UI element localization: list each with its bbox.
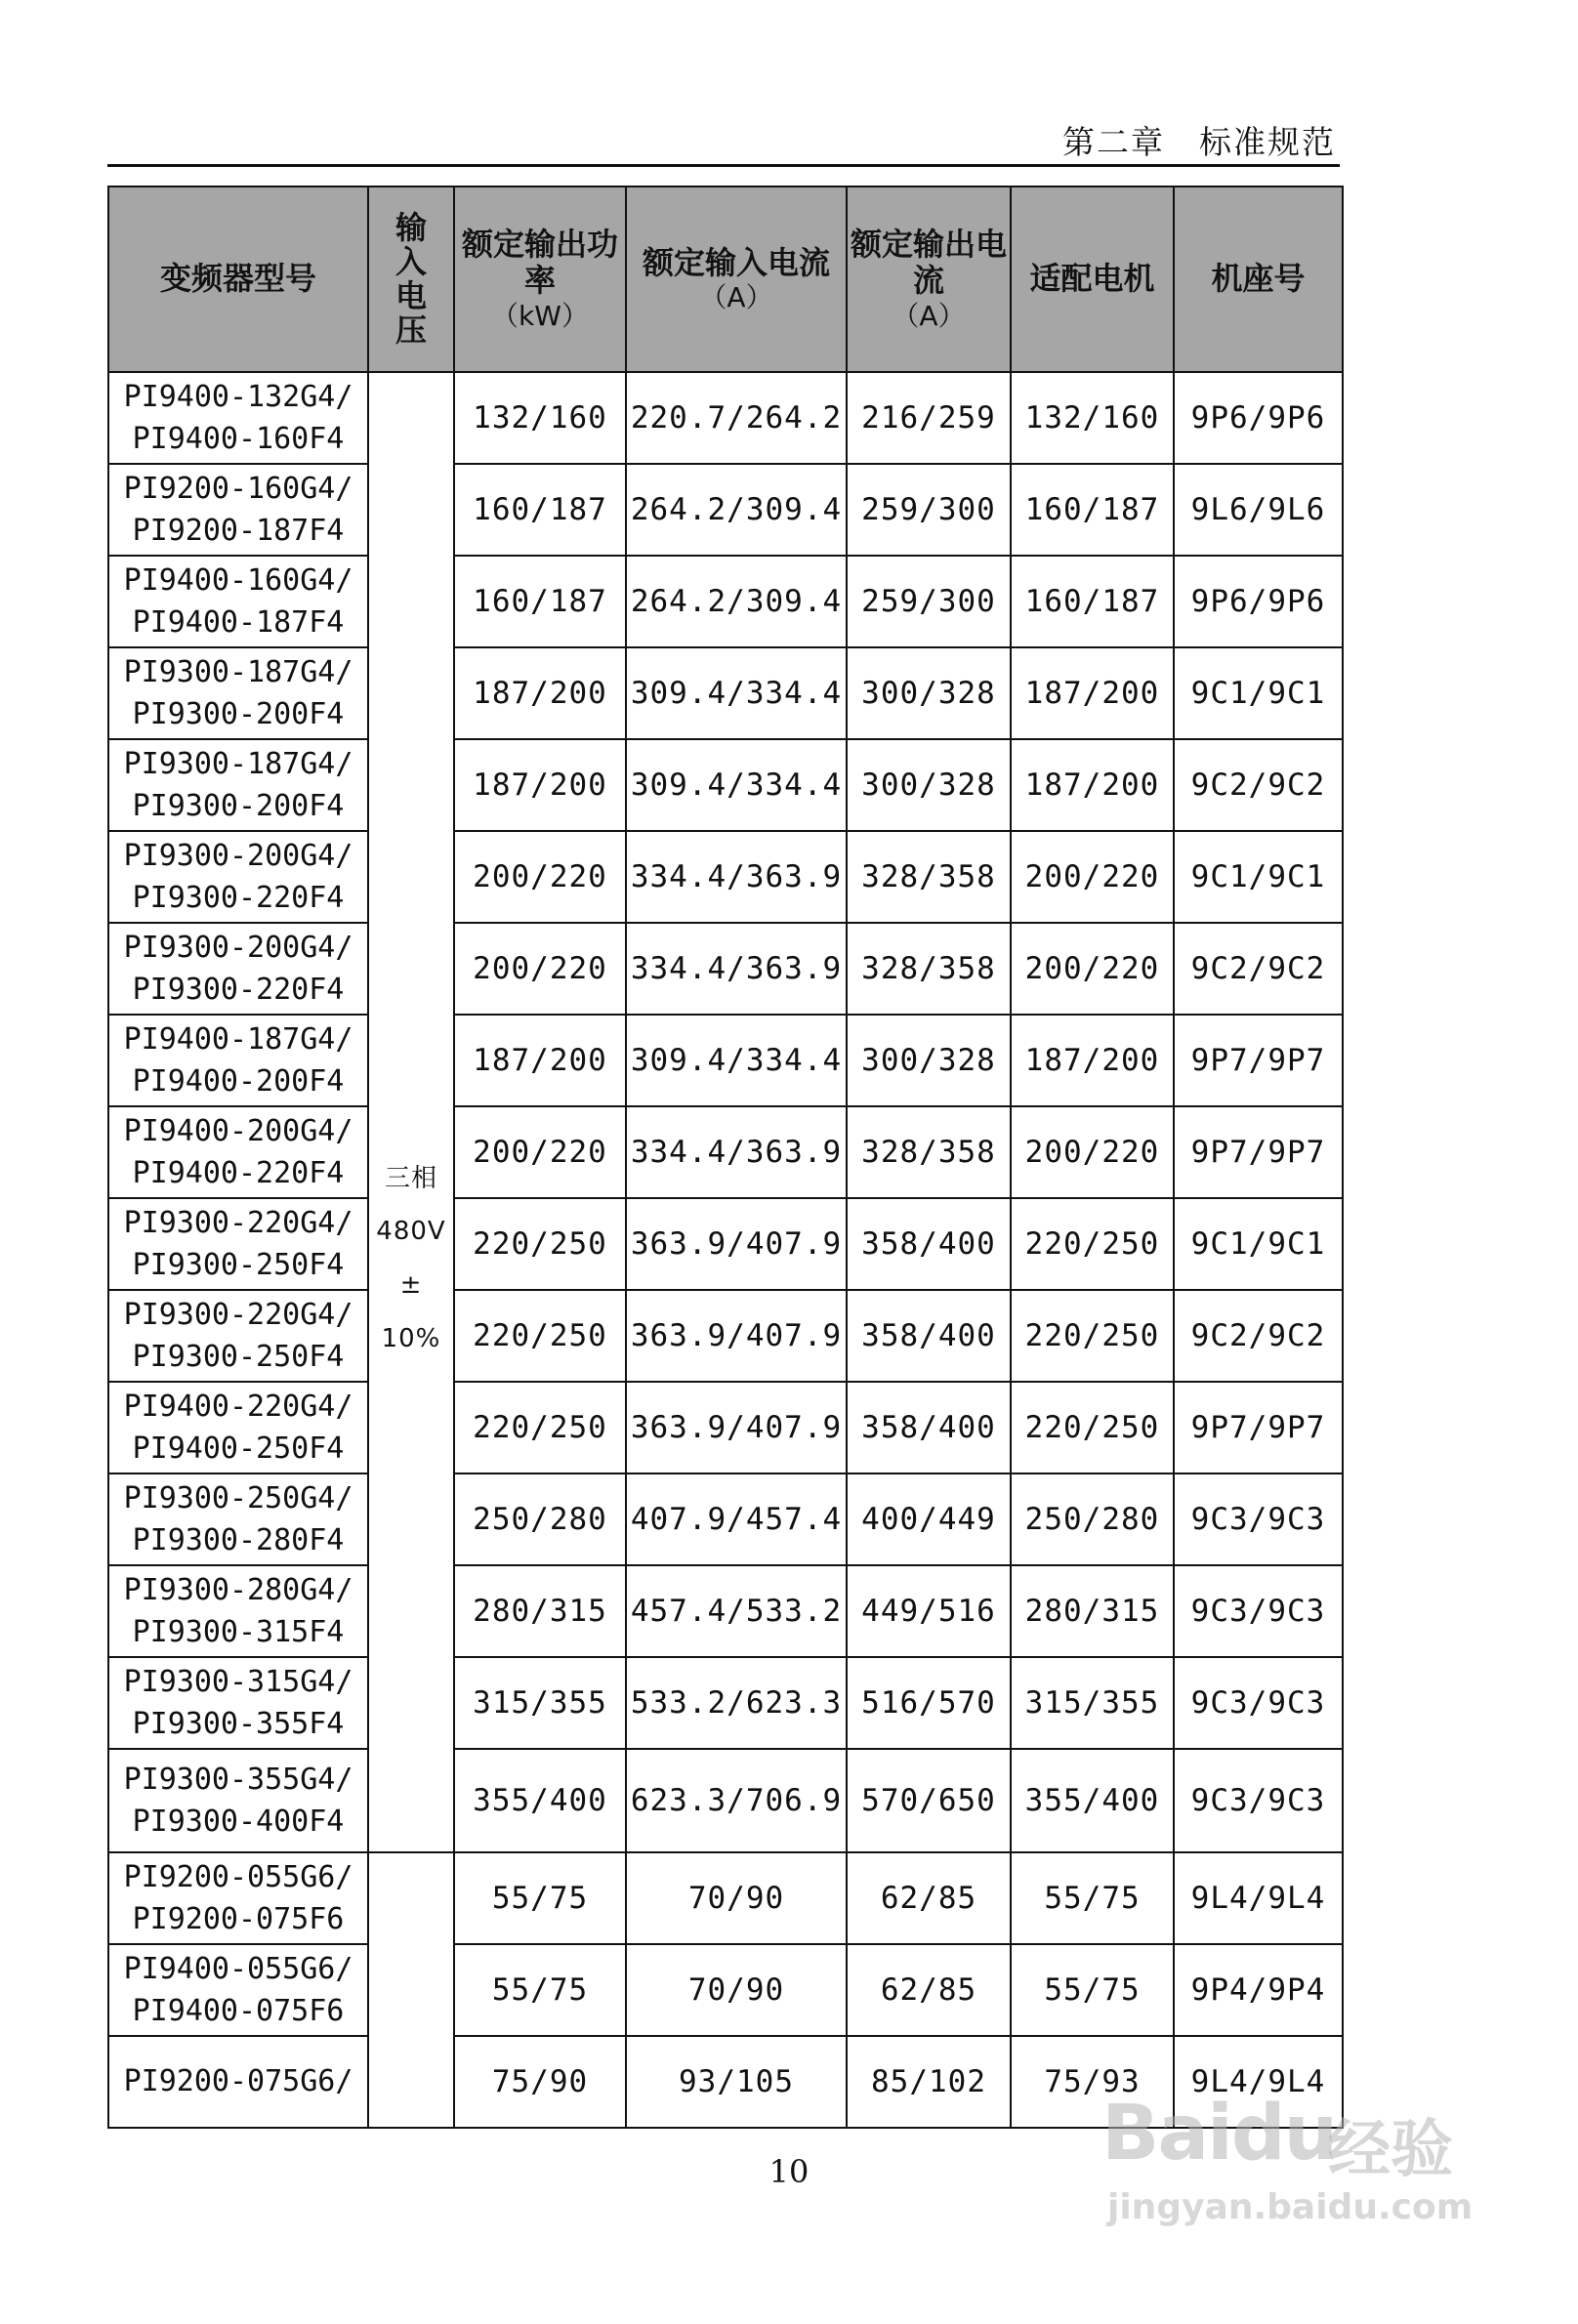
table-row — [108, 1106, 1343, 1198]
cell-input-current: 533.2/623.3 — [626, 1657, 847, 1749]
cell-input-current: 70/90 — [626, 1852, 847, 1944]
watermark-url: jingyan.baidu.com — [1107, 2187, 1474, 2227]
cell-output-power: 200/220 — [454, 831, 626, 923]
cell-input-current: 309.4/334.4 — [626, 739, 847, 831]
cell-input-current: 220.7/264.2 — [626, 372, 847, 464]
cell-output-power: 132/160 — [454, 372, 626, 464]
table-row — [108, 1852, 1343, 1944]
cell-input-current: 334.4/363.9 — [626, 1106, 847, 1198]
cell-model: PI9400-220G4/ PI9400-250F4 — [108, 1382, 368, 1473]
cell-model: PI9400-132G4/ PI9400-160F4 — [108, 372, 368, 464]
cell-input-current: 264.2/309.4 — [626, 556, 847, 647]
cell-motor: 200/220 — [1011, 1106, 1174, 1198]
cell-frame: 9P6/9P6 — [1174, 372, 1343, 464]
cell-frame: 9C2/9C2 — [1174, 923, 1343, 1015]
baidu-jingyan-watermark — [1101, 2090, 1473, 2256]
table-row — [108, 1015, 1343, 1106]
cell-output-current: 358/400 — [847, 1198, 1011, 1290]
spec-table — [107, 186, 1344, 2129]
cell-frame: 9C3/9C3 — [1174, 1749, 1343, 1852]
cell-model: PI9200-055G6/ PI9200-075F6 — [108, 1852, 368, 1944]
cell-input-current: 264.2/309.4 — [626, 464, 847, 556]
cell-output-current: 570/650 — [847, 1749, 1011, 1852]
cell-input-current: 309.4/334.4 — [626, 647, 847, 739]
table-row — [108, 1290, 1343, 1382]
table-row — [108, 1473, 1343, 1565]
cell-motor: 55/75 — [1011, 1852, 1174, 1944]
cell-output-current: 300/328 — [847, 739, 1011, 831]
cell-output-current: 300/328 — [847, 1015, 1011, 1106]
table-header-row — [108, 187, 1343, 372]
cell-output-current: 358/400 — [847, 1290, 1011, 1382]
cell-output-power: 220/250 — [454, 1198, 626, 1290]
cell-motor: 250/280 — [1011, 1473, 1174, 1565]
table-row — [108, 1657, 1343, 1749]
cell-output-current: 259/300 — [847, 556, 1011, 647]
cell-motor: 220/250 — [1011, 1290, 1174, 1382]
cell-motor: 75/93 — [1011, 2036, 1174, 2128]
cell-input-current: 363.9/407.9 — [626, 1198, 847, 1290]
chapter-title: 第二章 标准规范 — [1062, 123, 1336, 161]
table-row — [108, 1565, 1343, 1657]
cell-frame: 9C1/9C1 — [1174, 831, 1343, 923]
cell-frame: 9C3/9C3 — [1174, 1565, 1343, 1657]
cell-output-current: 449/516 — [847, 1565, 1011, 1657]
table-row — [108, 556, 1343, 647]
table-row — [108, 1382, 1343, 1473]
cell-model: PI9300-187G4/ PI9300-200F4 — [108, 647, 368, 739]
cell-output-power: 55/75 — [454, 1852, 626, 1944]
cell-model: PI9300-315G4/ PI9300-355F4 — [108, 1657, 368, 1749]
cell-output-current: 516/570 — [847, 1657, 1011, 1749]
cell-motor: 220/250 — [1011, 1382, 1174, 1473]
cell-input-current: 407.9/457.4 — [626, 1473, 847, 1565]
cell-motor: 55/75 — [1011, 1944, 1174, 2036]
cell-frame: 9P7/9P7 — [1174, 1106, 1343, 1198]
cell-output-current: 62/85 — [847, 1944, 1011, 2036]
cell-frame: 9P6/9P6 — [1174, 556, 1343, 647]
watermark-logo: Baidu — [1101, 2090, 1337, 2178]
table-row — [108, 923, 1343, 1015]
cell-output-power: 250/280 — [454, 1473, 626, 1565]
cell-output-current: 85/102 — [847, 2036, 1011, 2128]
cell-output-power: 55/75 — [454, 1944, 626, 2036]
cell-motor: 187/200 — [1011, 647, 1174, 739]
table-row — [108, 1198, 1343, 1290]
cell-output-power: 220/250 — [454, 1382, 626, 1473]
table-row — [108, 739, 1343, 831]
cell-output-power: 280/315 — [454, 1565, 626, 1657]
cell-model: PI9400-187G4/ PI9400-200F4 — [108, 1015, 368, 1106]
cell-output-power: 160/187 — [454, 464, 626, 556]
cell-motor: 220/250 — [1011, 1198, 1174, 1290]
cell-output-power: 200/220 — [454, 923, 626, 1015]
cell-output-power: 187/200 — [454, 739, 626, 831]
page-header — [107, 115, 1340, 167]
cell-motor: 160/187 — [1011, 556, 1174, 647]
cell-input-current: 309.4/334.4 — [626, 1015, 847, 1106]
header-output-power: 额定输出功率 （kW） — [454, 187, 626, 372]
header-voltage: 输 入 电 压 — [368, 187, 454, 372]
cell-model: PI9300-200G4/ PI9300-220F4 — [108, 923, 368, 1015]
cell-model: PI9400-160G4/ PI9400-187F4 — [108, 556, 368, 647]
cell-motor: 200/220 — [1011, 831, 1174, 923]
cell-output-current: 400/449 — [847, 1473, 1011, 1565]
cell-frame: 9C2/9C2 — [1174, 1290, 1343, 1382]
cell-output-current: 328/358 — [847, 923, 1011, 1015]
cell-input-current: 363.9/407.9 — [626, 1290, 847, 1382]
cell-voltage-group2 — [368, 1852, 454, 2128]
cell-frame: 9C3/9C3 — [1174, 1473, 1343, 1565]
cell-motor: 280/315 — [1011, 1565, 1174, 1657]
table-row — [108, 464, 1343, 556]
cell-model: PI9300-220G4/ PI9300-250F4 — [108, 1198, 368, 1290]
table-row — [108, 1944, 1343, 2036]
cell-output-power: 200/220 — [454, 1106, 626, 1198]
cell-output-power: 355/400 — [454, 1749, 626, 1852]
cell-output-current: 358/400 — [847, 1382, 1011, 1473]
cell-model: PI9200-160G4/ PI9200-187F4 — [108, 464, 368, 556]
cell-output-current: 328/358 — [847, 831, 1011, 923]
cell-output-current: 62/85 — [847, 1852, 1011, 1944]
cell-output-current: 300/328 — [847, 647, 1011, 739]
cell-frame: 9C1/9C1 — [1174, 647, 1343, 739]
cell-frame: 9C2/9C2 — [1174, 739, 1343, 831]
cell-motor: 132/160 — [1011, 372, 1174, 464]
table-body — [108, 372, 1343, 2128]
table-row — [108, 831, 1343, 923]
cell-frame: 9L6/9L6 — [1174, 464, 1343, 556]
cell-frame: 9C3/9C3 — [1174, 1657, 1343, 1749]
cell-output-current: 216/259 — [847, 372, 1011, 464]
cell-model: PI9300-220G4/ PI9300-250F4 — [108, 1290, 368, 1382]
table-row — [108, 1749, 1343, 1852]
cell-model: PI9300-250G4/ PI9300-280F4 — [108, 1473, 368, 1565]
watermark-cn: 经验 — [1328, 2114, 1453, 2186]
cell-output-power: 187/200 — [454, 1015, 626, 1106]
cell-motor: 315/355 — [1011, 1657, 1174, 1749]
header-output-current: 额定输出电流 （A） — [847, 187, 1011, 372]
cell-output-power: 315/355 — [454, 1657, 626, 1749]
header-model: 变频器型号 — [108, 187, 368, 372]
cell-model: PI9300-200G4/ PI9300-220F4 — [108, 831, 368, 923]
cell-model: PI9400-055G6/ PI9400-075F6 — [108, 1944, 368, 2036]
cell-motor: 200/220 — [1011, 923, 1174, 1015]
cell-output-power: 187/200 — [454, 647, 626, 739]
cell-model: PI9300-187G4/ PI9300-200F4 — [108, 739, 368, 831]
cell-output-current: 328/358 — [847, 1106, 1011, 1198]
header-frame: 机座号 — [1174, 187, 1343, 372]
table-row — [108, 372, 1343, 464]
cell-voltage-480v: 三相 480V ± 10% — [368, 372, 454, 1852]
cell-frame: 9P4/9P4 — [1174, 1944, 1343, 2036]
cell-input-current: 334.4/363.9 — [626, 923, 847, 1015]
header-motor: 适配电机 — [1011, 187, 1174, 372]
cell-frame: 9L4/9L4 — [1174, 1852, 1343, 1944]
cell-frame: 9C1/9C1 — [1174, 1198, 1343, 1290]
cell-output-current: 259/300 — [847, 464, 1011, 556]
page-number: 10 — [768, 2153, 810, 2190]
cell-output-power: 75/90 — [454, 2036, 626, 2128]
table-row — [108, 647, 1343, 739]
cell-frame: 9P7/9P7 — [1174, 1015, 1343, 1106]
cell-output-power: 160/187 — [454, 556, 626, 647]
cell-motor: 187/200 — [1011, 739, 1174, 831]
cell-model: PI9300-280G4/ PI9300-315F4 — [108, 1565, 368, 1657]
cell-input-current: 363.9/407.9 — [626, 1382, 847, 1473]
cell-input-current: 457.4/533.2 — [626, 1565, 847, 1657]
cell-motor: 187/200 — [1011, 1015, 1174, 1106]
header-input-current: 额定输入电流 （A） — [626, 187, 847, 372]
cell-input-current: 623.3/706.9 — [626, 1749, 847, 1852]
cell-motor: 160/187 — [1011, 464, 1174, 556]
cell-output-power: 220/250 — [454, 1290, 626, 1382]
cell-input-current: 334.4/363.9 — [626, 831, 847, 923]
cell-frame: 9P7/9P7 — [1174, 1382, 1343, 1473]
cell-input-current: 70/90 — [626, 1944, 847, 2036]
cell-frame: 9L4/9L4 — [1174, 2036, 1343, 2128]
cell-model: PI9400-200G4/ PI9400-220F4 — [108, 1106, 368, 1198]
cell-input-current: 93/105 — [626, 2036, 847, 2128]
cell-model: PI9200-075G6/ — [108, 2036, 368, 2128]
cell-motor: 355/400 — [1011, 1749, 1174, 1852]
cell-model: PI9300-355G4/ PI9300-400F4 — [108, 1749, 368, 1852]
